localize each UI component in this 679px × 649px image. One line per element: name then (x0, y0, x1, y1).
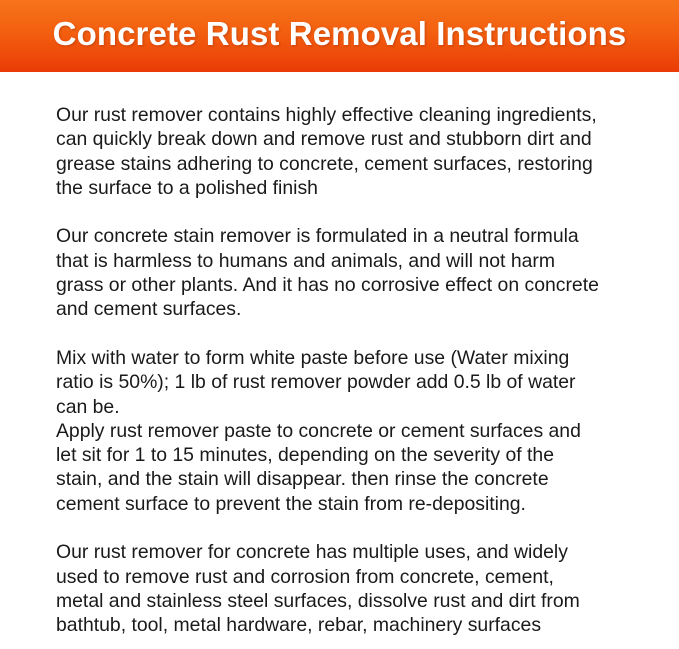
text-line: Our concrete stain remover is formulated in a neutral formula (56, 225, 579, 248)
text-line: stain, and the stain will disappear. then rinse the concrete (56, 468, 549, 491)
paragraph-multiple-uses (56, 540, 646, 637)
paragraph-cleaning-ingredients (56, 103, 646, 200)
instructions-body (56, 103, 646, 638)
text-line: that is harmless to humans and animals, and will not harm (56, 249, 556, 272)
text-line: bathtub, tool, metal hardware, rebar, machinery surfaces (56, 614, 542, 637)
text-line: ratio is 50%); 1 lb of rust remover powder add 0.5 lb of water (56, 371, 576, 394)
page-title: Concrete Rust Removal Instructions (52, 15, 627, 52)
paragraph-neutral-formula (56, 224, 646, 321)
text-line: cement surface to prevent the stain from re-depositing. (56, 492, 526, 515)
paragraph-spacer (56, 516, 646, 540)
paragraph-application-steps (56, 419, 646, 516)
paragraph-spacer (56, 200, 646, 224)
text-line: Our rust remover contains highly effective cleaning ingredients, (56, 104, 597, 126)
paragraph-spacer (56, 322, 646, 346)
text-line: and cement surfaces. (56, 298, 242, 321)
text-line: the surface to a polished finish (56, 176, 318, 199)
text-line: can quickly break down and remove rust and stubborn dirt and (56, 128, 592, 151)
paragraph-mixing-ratio (56, 346, 646, 419)
text-line: let sit for 1 to 15 minutes, depending on the severity of the (56, 444, 554, 467)
text-line: grease stains adhering to concrete, cement surfaces, restoring (56, 152, 593, 175)
text-line: metal and stainless steel surfaces, dissolve rust and dirt from (56, 589, 580, 612)
text-line: grass or other plants. And it has no corrosive effect on concrete (56, 274, 599, 297)
text-line: Apply rust remover paste to concrete or cement surfaces and (56, 419, 581, 442)
text-line: Mix with water to form white paste before use (Water mixing (56, 346, 570, 369)
text-line: used to remove rust and corrosion from concrete, cement, (56, 565, 554, 588)
text-line: Our rust remover for concrete has multiple uses, and widely (56, 541, 568, 564)
text-line: can be. (56, 395, 120, 418)
header-banner (0, 0, 679, 72)
